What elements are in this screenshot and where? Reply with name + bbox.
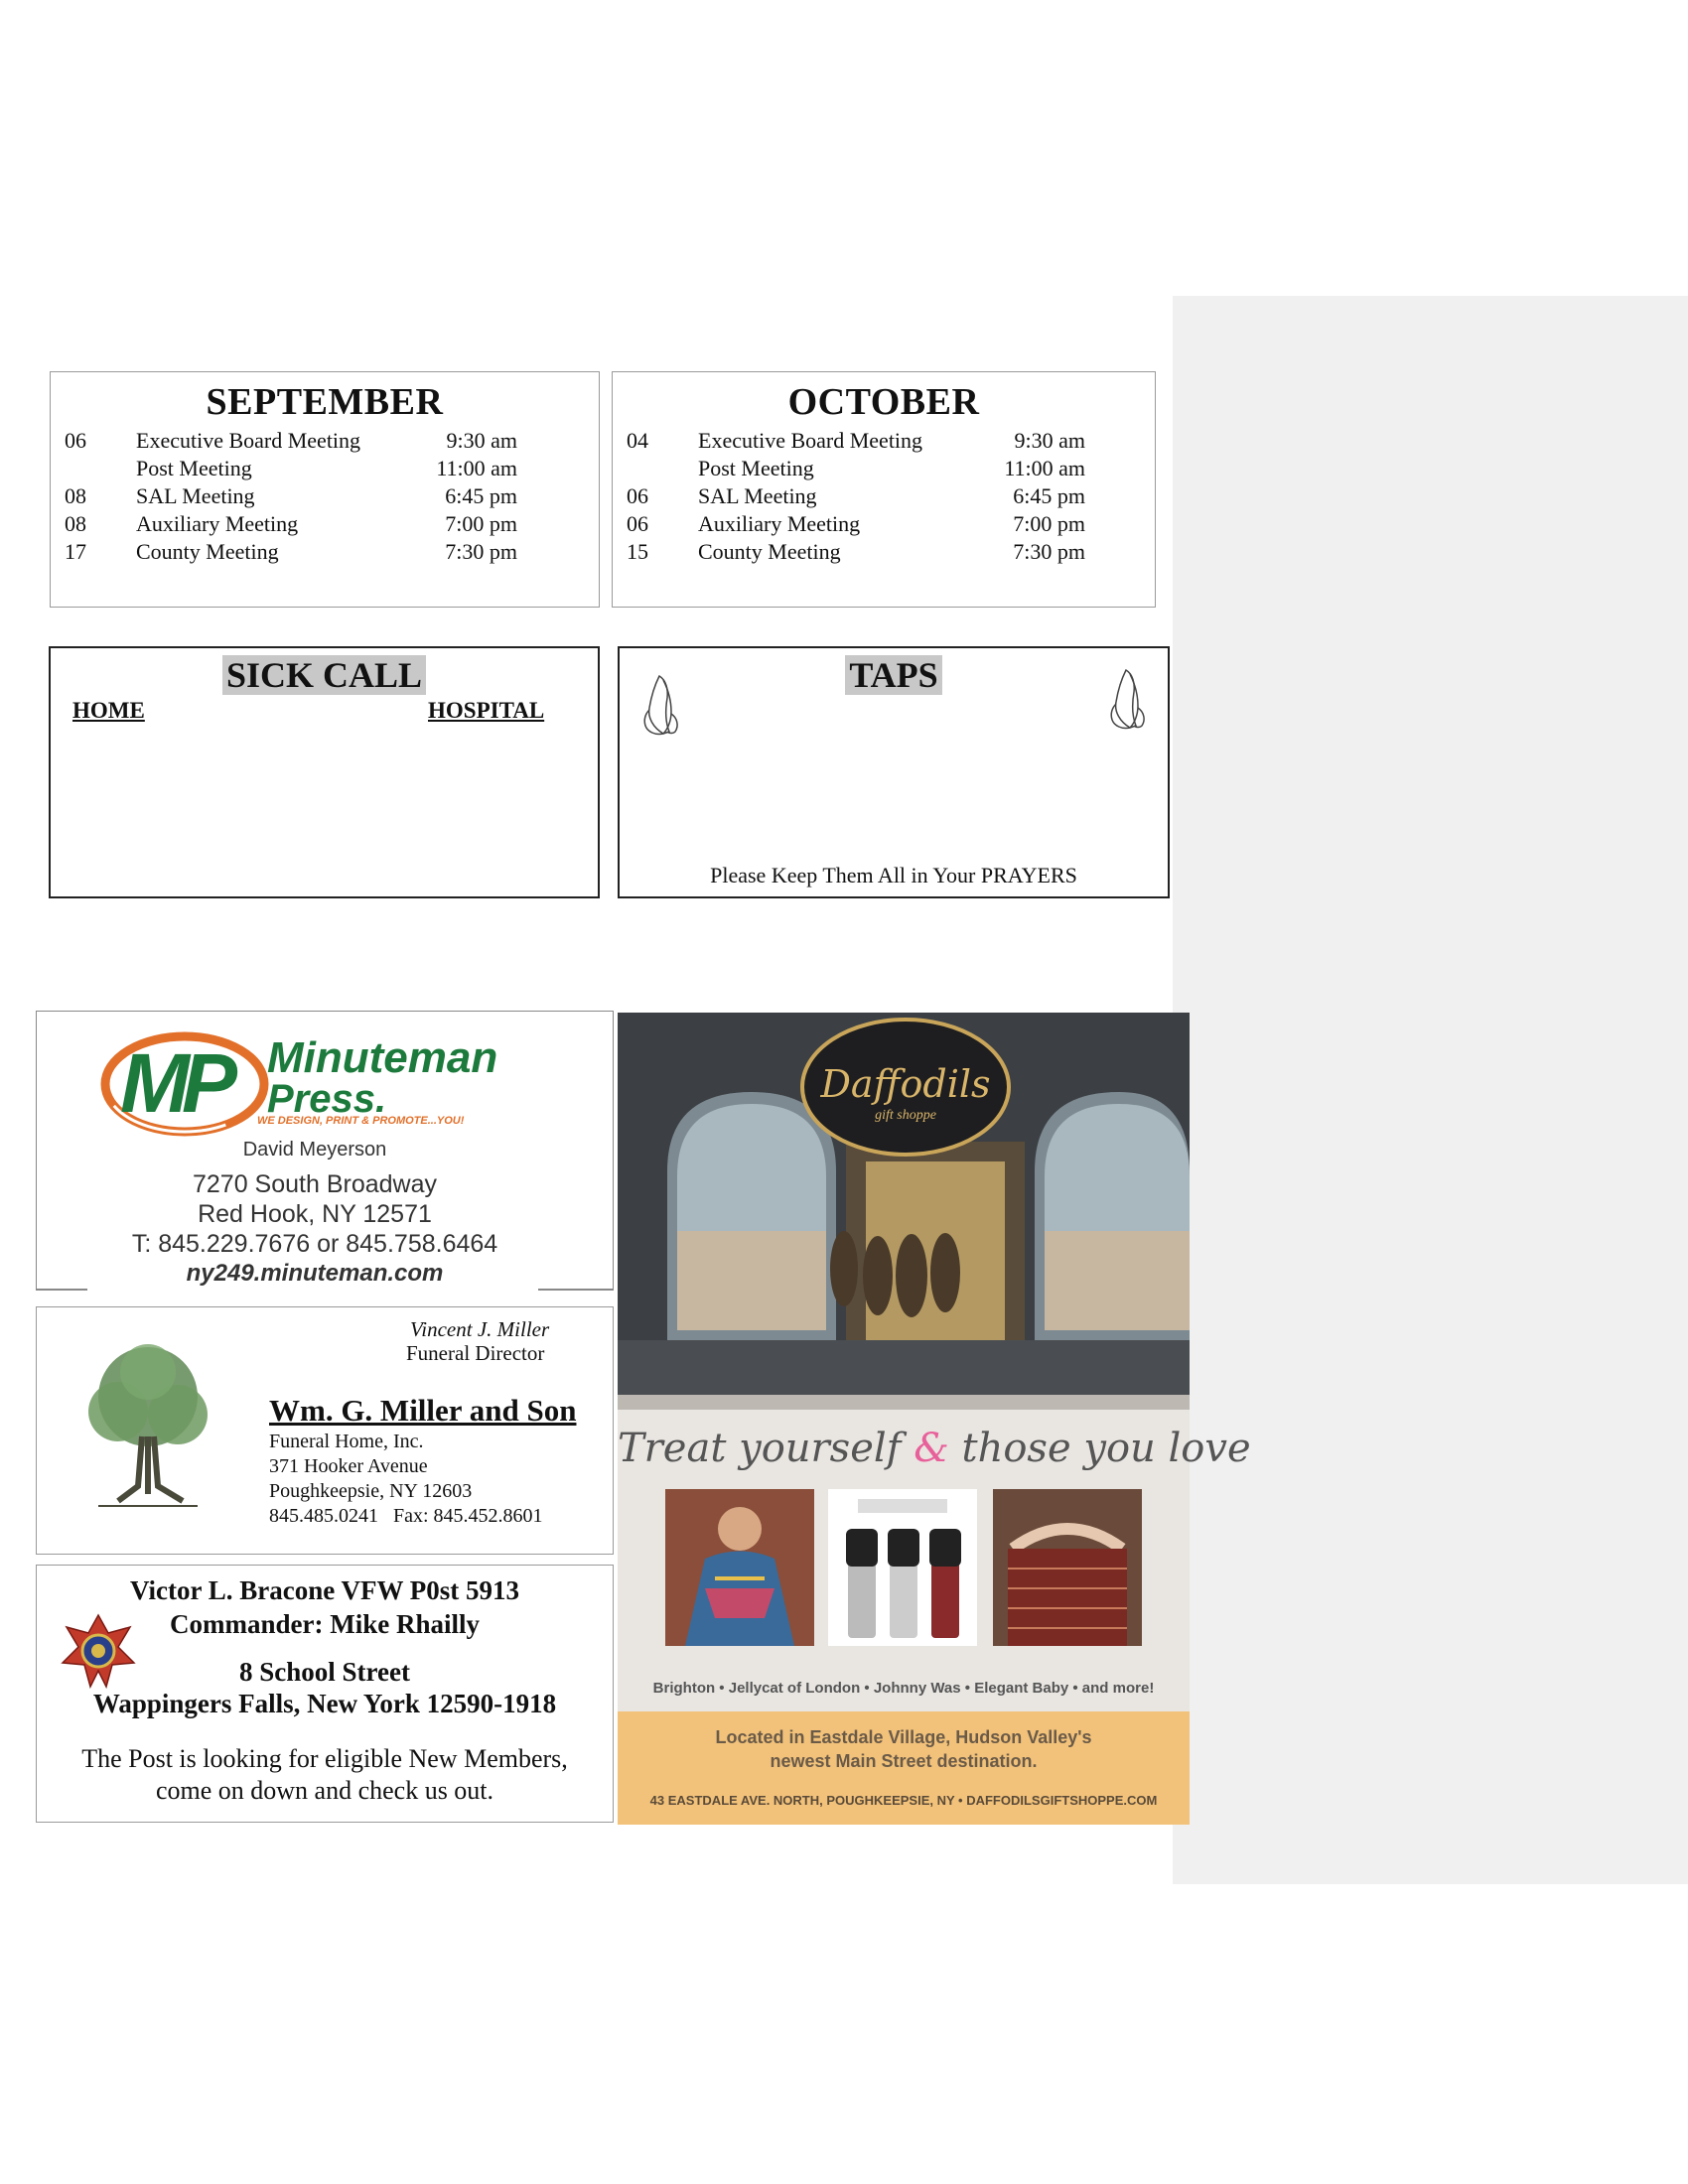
headline-ampersand: & bbox=[914, 1426, 949, 1471]
calendar-day: 04 bbox=[627, 428, 648, 453]
daffodils-location2: newest Main Street destination. bbox=[770, 1751, 1038, 1771]
calendar-day: 08 bbox=[65, 483, 86, 508]
minuteman-address2: Red Hook, NY 12571 bbox=[198, 1200, 432, 1228]
sick-call-box bbox=[49, 646, 600, 898]
miller-funeral-home-ad bbox=[36, 1306, 614, 1555]
calendar-event: Auxiliary Meeting bbox=[698, 511, 861, 536]
praying-hands-icon bbox=[1104, 664, 1154, 734]
daffodils-address[interactable]: 43 EASTDALE AVE. NORTH, POUGHKEEPSIE, NY • DAFFODILSGIFTSHOPPE.COM bbox=[649, 1793, 1158, 1808]
minuteman-press-ad bbox=[36, 1011, 614, 1291]
gray-side-panel bbox=[1173, 296, 1688, 1884]
minuteman-bottom-border-left bbox=[36, 1289, 87, 1291]
calendar-time: 7:30 pm bbox=[1013, 539, 1085, 564]
director-name: Vincent J. Miller bbox=[410, 1317, 550, 1341]
minuteman-web[interactable]: ny249.minuteman.com bbox=[186, 1260, 444, 1287]
minuteman-brand-line1: Minuteman bbox=[267, 1033, 498, 1082]
miller-business-name: Wm. G. Miller and Son bbox=[269, 1393, 577, 1428]
product-photo-poncho bbox=[665, 1489, 814, 1646]
vfw-line4: Wappingers Falls, New York 12590-1918 bbox=[92, 1689, 557, 1718]
minuteman-tagline: WE DESIGN, PRINT & PROMOTE...YOU! bbox=[257, 1115, 465, 1127]
daffodils-sign-text: Daffodils bbox=[820, 1062, 991, 1106]
taps-footer: Please Keep Them All in Your PRAYERS bbox=[710, 863, 1077, 887]
calendar-time: 11:00 am bbox=[436, 456, 517, 480]
daffodils-gift-shoppe-ad bbox=[618, 1013, 1251, 1825]
minuteman-bottom-border-right bbox=[538, 1289, 614, 1291]
calendar-time: 9:30 am bbox=[446, 428, 517, 453]
calendar-day: 17 bbox=[65, 539, 86, 564]
daffodils-location1: Located in Eastdale Village, Hudson Valley's bbox=[715, 1727, 1092, 1747]
daffodils-brands: Brighton • Jellycat of London • Johnny Was • Elegant Baby • and more! bbox=[652, 1680, 1155, 1697]
miller-line4: 845.485.0241 Fax: 845.452.8601 bbox=[269, 1505, 543, 1527]
calendar-event: Auxiliary Meeting bbox=[136, 511, 299, 536]
calendar-time: 9:30 am bbox=[1014, 428, 1085, 453]
director-title: Funeral Director bbox=[406, 1341, 545, 1365]
vfw-line3: 8 School Street bbox=[239, 1657, 410, 1687]
vfw-line2: Commander: Mike Rhailly bbox=[170, 1609, 480, 1639]
calendar-event: SAL Meeting bbox=[698, 483, 817, 508]
calendar-event: Executive Board Meeting bbox=[136, 428, 361, 453]
calendar-event: Post Meeting bbox=[136, 456, 252, 480]
minuteman-logo-letters: MP bbox=[120, 1036, 229, 1130]
product-photo-handbag bbox=[993, 1489, 1142, 1646]
minuteman-address1: 7270 South Broadway bbox=[192, 1170, 437, 1198]
headline-part-b: those you love bbox=[948, 1426, 1251, 1471]
headline-part-a: Treat yourself bbox=[618, 1426, 914, 1471]
hospital-heading: HOSPITAL bbox=[428, 698, 545, 723]
miller-line1: Funeral Home, Inc. bbox=[269, 1431, 424, 1452]
calendar-event: Executive Board Meeting bbox=[698, 428, 923, 453]
vfw-post-ad bbox=[36, 1565, 614, 1823]
home-heading: HOME bbox=[72, 698, 145, 723]
calendar-time: 7:00 pm bbox=[445, 511, 517, 536]
calendar-day: 06 bbox=[627, 483, 648, 508]
calendar-day: 06 bbox=[65, 428, 86, 453]
calendar-day: 08 bbox=[65, 511, 86, 536]
storefront-photo bbox=[618, 1013, 1190, 1410]
product-photo-watches bbox=[828, 1489, 977, 1646]
minuteman-name: David Meyerson bbox=[242, 1139, 387, 1160]
vfw-line5: The Post is looking for eligible New Members, bbox=[81, 1744, 568, 1773]
calendar-event: SAL Meeting bbox=[136, 483, 255, 508]
sick-call-title: SICK CALL bbox=[222, 655, 426, 695]
miller-line2: 371 Hooker Avenue bbox=[269, 1455, 428, 1477]
miller-line3: Poughkeepsie, NY 12603 bbox=[269, 1480, 473, 1502]
calendar-time: 7:00 pm bbox=[1013, 511, 1085, 536]
calendar-time: 6:45 pm bbox=[445, 483, 517, 508]
calendar-event: Post Meeting bbox=[698, 456, 814, 480]
september-title: SEPTEMBER bbox=[206, 381, 444, 423]
praying-hands-icon bbox=[637, 670, 687, 740]
minuteman-phone: T: 845.229.7676 or 845.758.6464 bbox=[131, 1230, 498, 1258]
calendar-time: 11:00 am bbox=[1004, 456, 1085, 480]
daffodils-headline bbox=[618, 1426, 1251, 1471]
vfw-line1: Victor L. Bracone VFW P0st 5913 bbox=[130, 1575, 519, 1605]
calendar-time: 7:30 pm bbox=[445, 539, 517, 564]
calendar-event: County Meeting bbox=[136, 539, 279, 564]
october-calendar bbox=[612, 371, 1156, 608]
vfw-line6: come on down and check us out. bbox=[155, 1776, 494, 1805]
tree-icon bbox=[78, 1337, 217, 1516]
calendar-day: 06 bbox=[627, 511, 648, 536]
calendar-day: 15 bbox=[627, 539, 648, 564]
calendar-event: County Meeting bbox=[698, 539, 841, 564]
minuteman-brand-line2: Press. bbox=[267, 1077, 387, 1121]
taps-title: TAPS bbox=[845, 655, 941, 695]
september-calendar bbox=[50, 371, 600, 608]
daffodils-sign-subtext: gift shoppe bbox=[875, 1108, 936, 1123]
october-title: OCTOBER bbox=[787, 381, 980, 423]
calendar-time: 6:45 pm bbox=[1013, 483, 1085, 508]
taps-box bbox=[618, 646, 1170, 898]
daffodils-info-band bbox=[618, 1711, 1190, 1825]
